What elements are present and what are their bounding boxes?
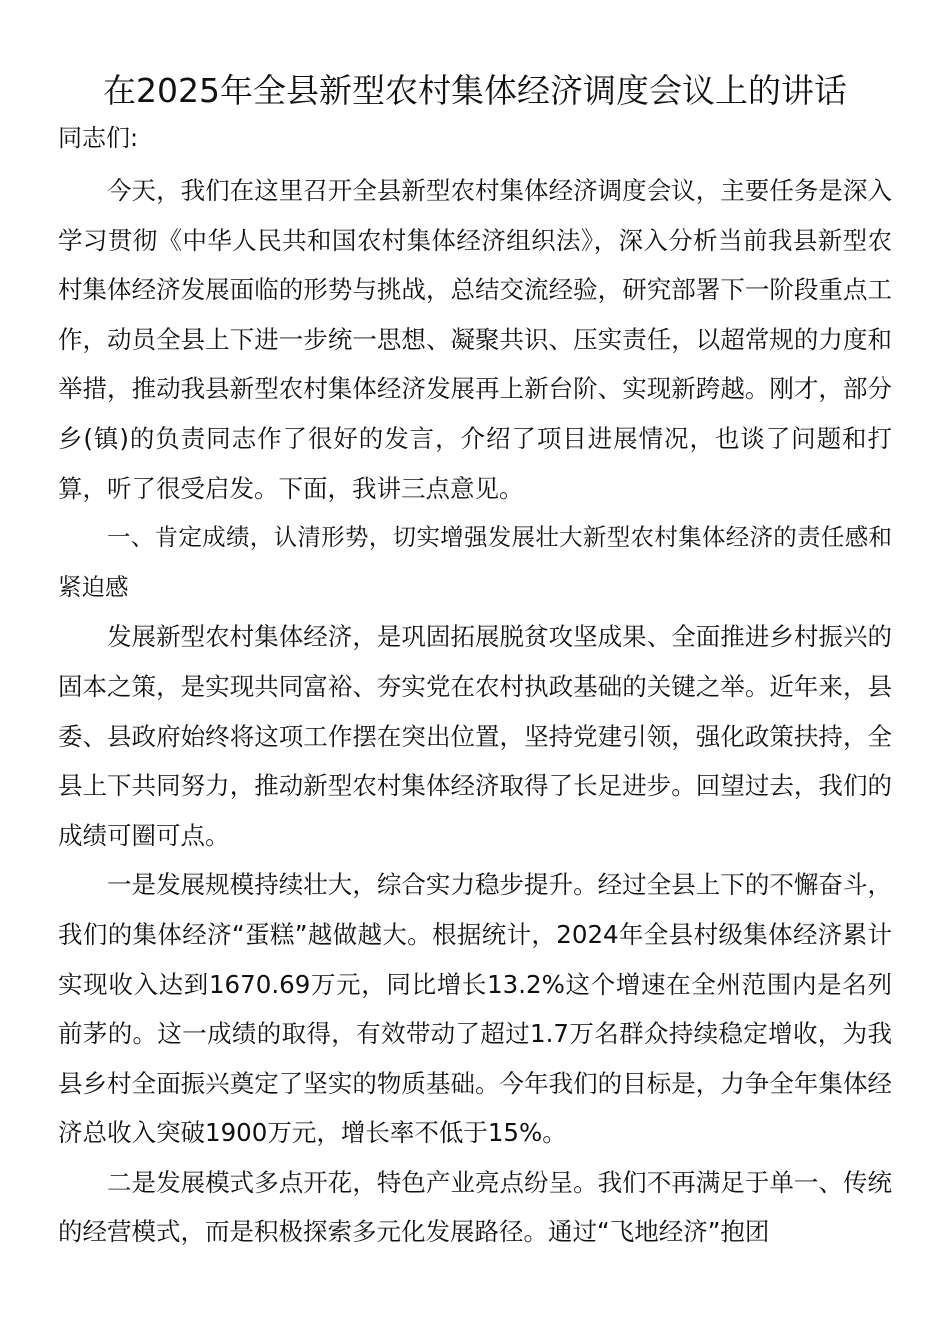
document-title: 在2025年全县新型农村集体经济调度会议上的讲话 xyxy=(103,71,847,110)
paragraph-point-2: 二是发展模式多点开花，特色产业亮点纷呈。我们不再满足于单一、传统的经营模式，而是积极探索多元化发展路径。通过“飞地经济”抱团 xyxy=(58,1167,892,1247)
paragraph-opening: 今天，我们在这里召开全县新型农村集体经济调度会议，主要任务是深入学习贯彻《中华人民共和国农村集体经济组织法》，深入分析当前我县新型农村集体经济发展面临的形势与挑战，总结交流经验，研究部署下一阶段重点工作，动员全县上下进一步统一思想、凝聚共识、压实责任，以超常规的力度和举措，推动我县新型农村集体经济发展再上新台阶、实现新跨越。刚才，部分乡(镇)的负责同志作了很好的发言，介绍了项目进展情况，也谈了问题和打算，听了很受启发。下面，我讲三点意见。 xyxy=(58,176,892,503)
salutation: 同志们: xyxy=(58,124,139,152)
paragraph-background: 发展新型农村集体经济，是巩固拓展脱贫攻坚成果、全面推进乡村振兴的固本之策，是实现共同富裕、夯实党在农村执政基础的关键之举。近年来，县委、县政府始终将这项工作摆在突出位置，坚持党建引领，强化政策扶持，全县上下共同努力，推动新型农村集体经济取得了长足进步。回望过去，我们的成绩可圈可点。 xyxy=(58,622,892,850)
document-body xyxy=(58,166,892,1257)
paragraph-point-1: 一是发展规模持续壮大，综合实力稳步提升。经过全县上下的不懈奋斗，我们的集体经济“蛋糕”越做越大。根据统计，2024年全县村级集体经济累计实现收入达到1670.69万元，同比增长13.2%这个增速在全州范围内是名列前茅的。这一成绩的取得，有效带动了超过1.7万名群众持续稳定增收，为我县乡村全面振兴奠定了坚实的物质基础。今年我们的目标是，力争全年集体经济总收入突破1900万元，增长率不低于15%。 xyxy=(58,870,892,1148)
section-heading-1: 一、肯定成绩，认清形势，切实增强发展壮大新型农村集体经济的责任感和紧迫感 xyxy=(58,523,892,601)
